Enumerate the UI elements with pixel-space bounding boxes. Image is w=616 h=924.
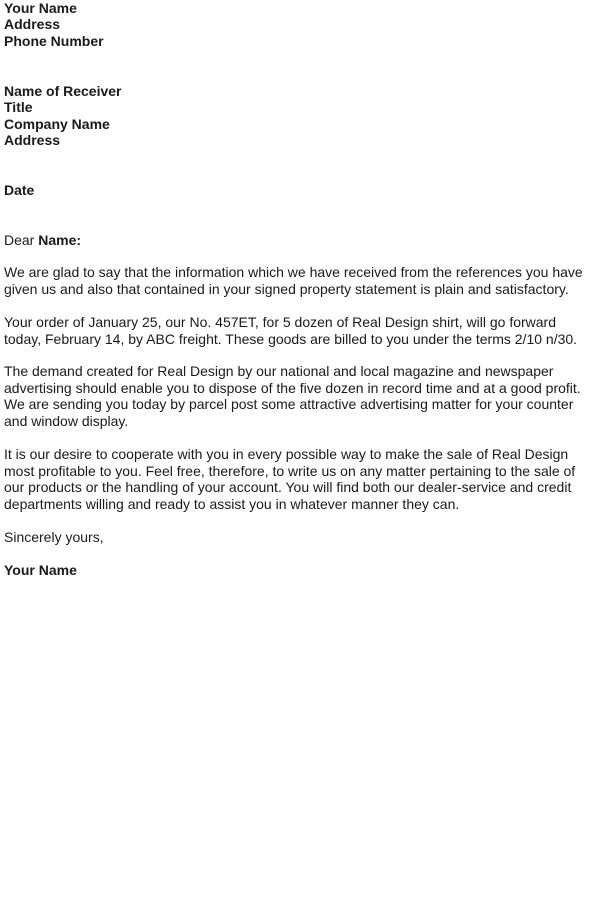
paragraph-line: our products or the handling of your account. You will find both our dealer-service and credit [4,479,572,496]
paragraph-line: given us and also that contained in your signed property statement is plain and satisfactory. [4,280,569,297]
paragraph-line: advertising should enable you to dispose of the five dozen in record time and at a good profit. [4,379,581,396]
receiver-address: Address [4,132,61,148]
salutation-prefix: Dear [4,232,39,248]
paragraph-line: We are sending you today by parcel post some attractive advertising matter for your counter [4,396,574,413]
salutation-name: Name: [38,232,82,248]
sender-name: Your Name [4,0,77,16]
paragraph-line: and window display. [4,412,129,429]
body-paragraph-2 [4,314,610,347]
paragraph-line: It is our desire to cooperate with you in every possible way to make the sale of Real Design [4,446,569,462]
sender-address: Address [4,16,61,32]
body-paragraph-4 [4,446,610,512]
closing: Sincerely yours, [4,529,104,545]
paragraph-line: We are glad to say that the information which we have received from the references you have [4,264,583,280]
receiver-title: Title [4,99,33,115]
letter-date: Date [4,182,35,198]
body-paragraph-1 [4,264,610,297]
body-paragraph-3 [4,363,610,429]
paragraph-line: today, February 14, by ABC freight. These goods are billed to you under the terms 2/10 n/30. [4,330,578,347]
paragraph-line: Your order of January 25, our No. 457ET, for 5 dozen of Real Design shirt, will go forward [4,314,556,330]
paragraph-line: most profitable to you. Feel free, therefore, to write us on any matter pertaining to the sale of [4,462,576,479]
signature-name: Your Name [4,562,77,578]
paragraph-line: departments willing and ready to assist you in whatever manner they can. [4,495,460,512]
salutation [4,232,81,249]
receiver-name: Name of Receiver [4,83,122,99]
receiver-company: Company Name [4,116,110,132]
sender-phone: Phone Number [4,33,104,49]
paragraph-line: The demand created for Real Design by our national and local magazine and newspaper [4,363,554,379]
